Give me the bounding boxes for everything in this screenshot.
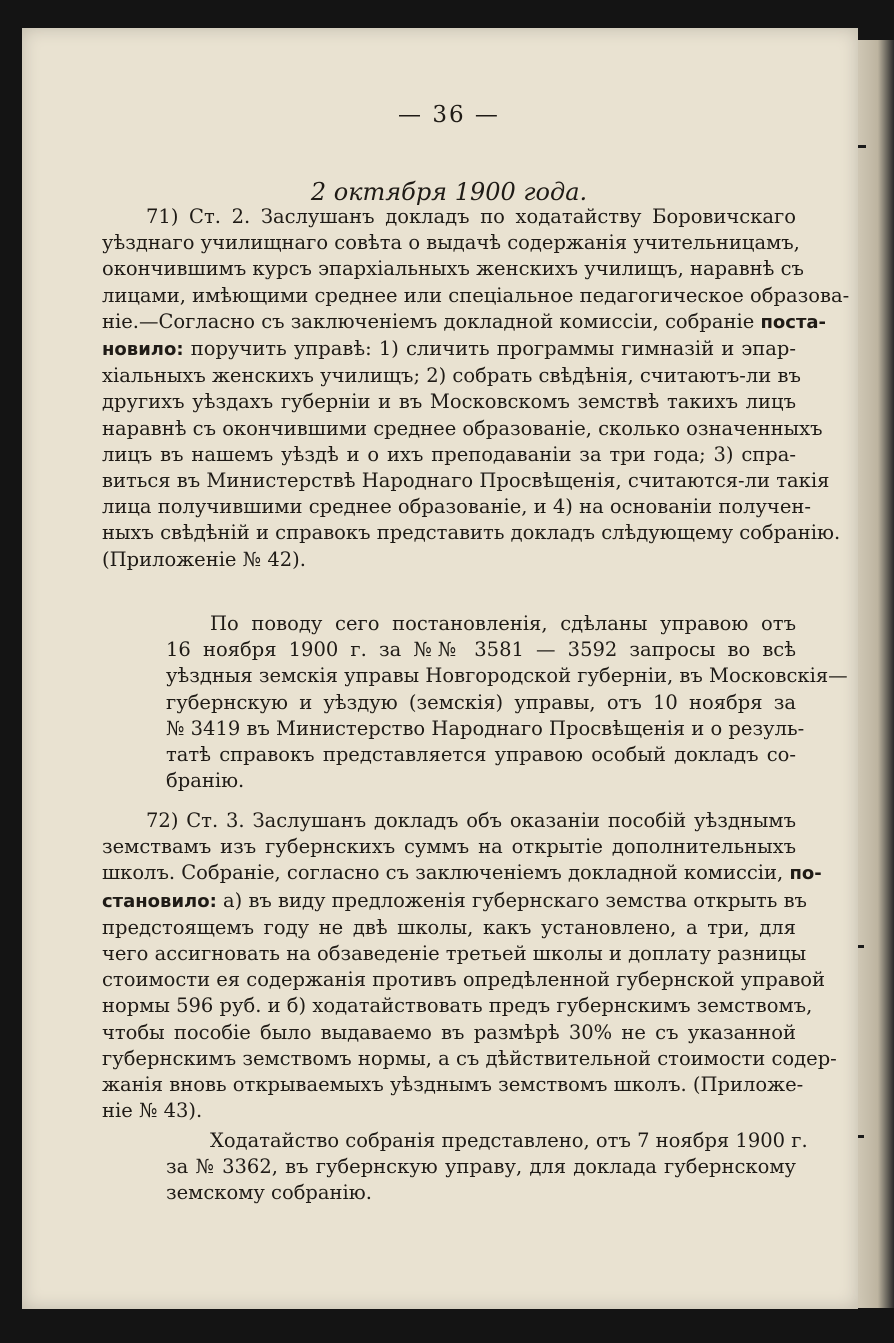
bold-term: новило:	[102, 339, 184, 361]
text-segment: школъ. Собраніе, согласно съ заключеніемъ докладной комиссіи,	[102, 861, 784, 885]
bold-term: по-	[789, 863, 822, 885]
note-72	[166, 1128, 808, 1207]
text-line: лица получившими среднее образованіе, и 4) на основаніи получен-	[102, 495, 811, 519]
text-segment: ніе.—Согласно съ заключеніемъ докладной комиссіи, собраніе	[102, 309, 755, 333]
text-line: Ходатайство собранія представлено, отъ 7 ноября 1900 г.	[210, 1129, 808, 1152]
text-line: № 3419 въ Министерство Народнаго Просвѣщенія и о резуль-	[166, 716, 805, 740]
text-line	[102, 888, 807, 915]
text-line: нормы 596 руб. и б) ходатайствовать предъ губернскимъ земствомъ,	[102, 994, 813, 1018]
text-line	[102, 860, 822, 887]
book-page	[22, 28, 858, 1309]
text-segment: а) въ виду предложенія губернскаго земства открыть въ	[223, 888, 807, 912]
text-line: окончившимъ курсъ эпархіальныхъ женскихъ училищъ, наравнѣ съ	[102, 257, 804, 281]
text-line: 71) Ст. 2. Заслушанъ докладъ по ходатайству Боровичскаго	[146, 205, 796, 228]
text-line: земскому собранію.	[166, 1181, 372, 1205]
text-line: ныхъ свѣдѣній и справокъ представить докладъ слѣдующему собранію.	[102, 521, 841, 545]
text-line: (Приложеніе № 42).	[102, 547, 306, 571]
paragraph-71	[102, 204, 850, 573]
text-line: лицъ въ нашемъ уѣздѣ и о ихъ преподаваніи за три года; 3) спра-	[102, 442, 796, 466]
text-line: По поводу сего постановленія, сдѣланы управою отъ	[210, 612, 796, 635]
text-line: земствамъ изъ губернскихъ суммъ на открытіе дополнительныхъ	[102, 835, 796, 859]
text-line: бранію.	[166, 769, 245, 793]
paragraph-72	[102, 808, 837, 1124]
date-heading: 2 октября 1900 года.	[310, 178, 588, 206]
text-segment: поручить управѣ: 1) сличить программы гимназій и эпар-	[190, 337, 796, 361]
note-71	[166, 611, 848, 794]
text-line: жанія вновь открываемыхъ уѣзднымъ земствомъ школъ. (Приложе-	[102, 1073, 804, 1097]
bold-term: поста-	[760, 311, 827, 333]
text-line: 16 ноября 1900 г. за №№ 3581 — 3592 запросы во всѣ	[166, 638, 796, 662]
text-line: 72) Ст. 3. Заслушанъ докладъ объ оказаніи пособій уѣзднымъ	[146, 809, 796, 832]
text-line: другихъ уѣздахъ губерніи и въ Московскомъ земствѣ такихъ лицъ	[102, 390, 796, 414]
text-line: лицами, имѣющими среднее или спеціальное педагогическое образова-	[102, 283, 850, 307]
bold-term: становило:	[102, 890, 217, 912]
text-line: губернскую и уѣздую (земскія) управы, отъ 10 ноября за	[166, 690, 796, 714]
text-line: чтобы пособіе было выдаваемо въ размѣрѣ 30% не съ указанной	[102, 1020, 796, 1044]
text-line: предстоящемъ году не двѣ школы, какъ установлено, а три, для	[102, 915, 796, 939]
text-line: наравнѣ съ окончившими среднее образованіе, сколько означенныхъ	[102, 416, 823, 440]
text-line	[102, 309, 827, 336]
page-number: — 36 —	[398, 102, 500, 128]
text-line: чего ассигновать на обзаведеніе третьей школы и доплату разницы	[102, 942, 807, 966]
text-line: уѣзднаго училищнаго совѣта о выдачѣ содержанія учительницамъ,	[102, 231, 800, 255]
text-line	[102, 336, 796, 363]
text-line: стоимости ея содержанія противъ опредѣленной губернской управой	[102, 968, 826, 992]
text-line: уѣздныя земскія управы Новгородской губерніи, въ Московскія—	[166, 664, 848, 688]
text-line: за № 3362, въ губернскую управу, для доклада губернскому	[166, 1155, 796, 1179]
text-line: татѣ справокъ представляется управою особый докладъ со-	[166, 743, 796, 767]
text-line: ніе № 43).	[102, 1099, 203, 1123]
text-line: виться въ Министерствѣ Народнаго Просвѣщенія, считаются-ли такія	[102, 469, 830, 493]
text-line: хіальныхъ женскихъ училищъ; 2) собрать свѣдѣнія, считаютъ-ли въ	[102, 364, 801, 388]
text-line: губернскимъ земствомъ нормы, а съ дѣйствительной стоимости содер-	[102, 1046, 837, 1070]
page-edge	[858, 40, 894, 1308]
